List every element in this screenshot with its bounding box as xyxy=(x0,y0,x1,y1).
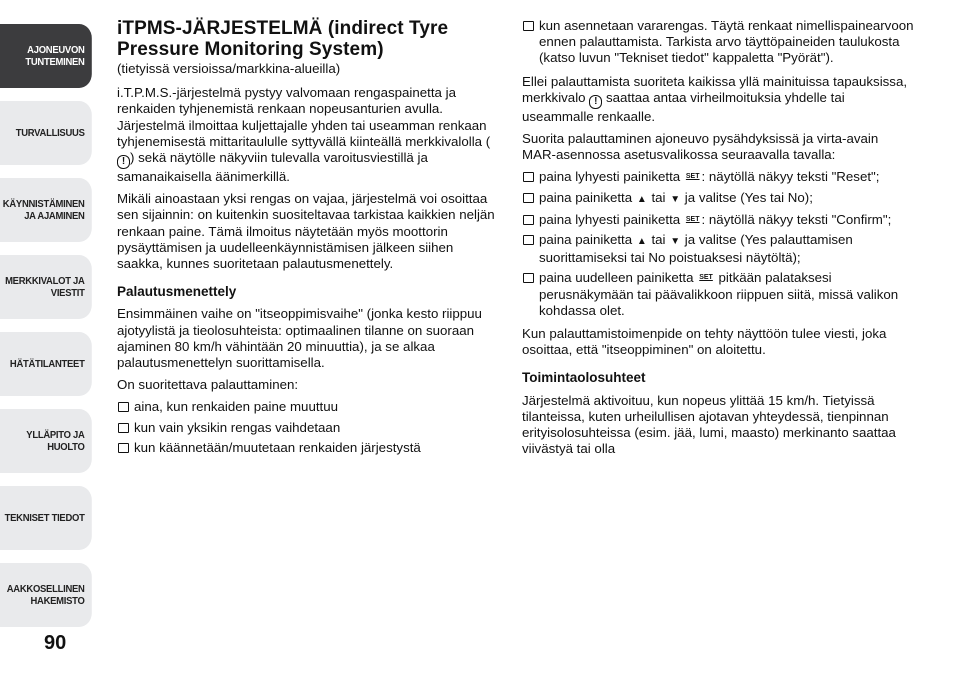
list-item: aina, kun renkaiden paine muuttuu xyxy=(117,399,502,415)
bullet-icon xyxy=(523,235,534,245)
section-title: iTPMS-JÄRJESTELMÄ (indirect Tyre Pressure Monitoring System) xyxy=(117,18,449,60)
tab-hakemisto[interactable]: AAKKOSELLINEN HAKEMISTO xyxy=(0,563,92,627)
set-button-icon: SET xyxy=(685,173,700,181)
section-subtitle: (tietyissä versioissa/markkina-alueilla) xyxy=(117,61,341,76)
reset-when-paragraph: On suoritettava palauttaminen: xyxy=(117,377,299,393)
bullet-icon xyxy=(523,273,534,283)
reset-when-list xyxy=(117,399,502,456)
tab-merkkivalot[interactable]: MERKKIVALOT JA VIESTIT xyxy=(0,255,92,319)
conditions-heading: Toimintaolosuhteet xyxy=(522,370,646,386)
bullet-icon xyxy=(523,172,534,182)
bullet-icon xyxy=(523,215,534,225)
list-item: paina lyhyesti painiketta SET : näytöllä näkyy teksti "Confirm"; xyxy=(522,212,914,228)
list-item: paina painiketta ▲ tai ▼ ja valitse (Yes palauttamisen suorittamiseksi tai No poistuaksesi näytöltä); xyxy=(522,232,914,266)
procedure-intro: Suorita palauttaminen ajoneuvo pysähdyksissä ja virta-avain MAR-asennossa asetusvalikossa seuraavalla tavalla: xyxy=(522,131,879,163)
list-item: kun vain yksikin rengas vaihdetaan xyxy=(117,420,502,436)
list-item: paina painiketta ▲ tai ▼ ja valitse (Yes tai No); xyxy=(522,190,914,208)
left-column xyxy=(117,18,502,463)
tyre-warning-icon: ! xyxy=(117,155,130,169)
set-button-icon: SET xyxy=(699,274,713,282)
bullet-icon xyxy=(523,193,534,203)
list-item: paina lyhyesti painiketta SET : näytöllä näkyy teksti "Reset"; xyxy=(522,169,914,185)
tab-ajoneuvon-tunteminen[interactable]: AJONEUVON TUNTEMINEN xyxy=(0,24,92,88)
conditions-paragraph: Järjestelmä aktivoituu, kun nopeus ylittää 15 km/h. Tietyissä tilanteissa, kuten urheilullisen ajotavan yhteydessä, tienpinnan erityisolosuhteissa (esim. jää, lumi, maasto) merkinanto saattaa viivästyä tai olla xyxy=(522,392,896,457)
up-button-icon: ▲ xyxy=(636,236,647,248)
warning-paragraph: Ellei palauttamista suoriteta kaikissa yllä mainituissa tapauksissa, merkkivalo ! saattaa antaa virheilmoituksia yhdelle tai useammalle renkaalle. xyxy=(522,73,908,124)
tab-hatatilanteet[interactable]: HÄTÄTILANTEET xyxy=(0,332,92,396)
right-column xyxy=(522,18,914,463)
list-item: kun asennetaan vararengas. Täytä renkaat nimellispainearvoon ennen palauttamista. Tarkista arvo täyttöpaineiden taulukosta (katso luvun "Tekniset tiedot" kappaletta "Pyörät"). xyxy=(522,18,914,67)
list-item: kun käännetään/muutetaan renkaiden järjestystä xyxy=(117,440,502,456)
down-button-icon: ▼ xyxy=(670,193,681,205)
bullet-icon xyxy=(118,423,129,433)
down-button-icon: ▼ xyxy=(670,236,681,248)
reset-when-list-continued xyxy=(522,18,914,67)
tab-kaynnistaminen[interactable]: KÄYNNISTÄMINEN JA AJAMINEN xyxy=(0,178,92,242)
up-button-icon: ▲ xyxy=(636,193,647,205)
tab-yllapito[interactable]: YLLÄPITO JA HUOLTO xyxy=(0,409,92,473)
completion-paragraph: Kun palauttamistoimenpide on tehty näyttöön tulee viesti, joka osoittaa, että "itseoppiminen" on aloitettu. xyxy=(522,326,887,358)
page-number: 90 xyxy=(44,632,67,654)
procedure-steps xyxy=(522,169,914,319)
tab-tekniset-tiedot[interactable]: TEKNISET TIEDOT xyxy=(0,486,92,550)
bullet-icon xyxy=(523,21,534,31)
tyre-warning-icon: ! xyxy=(589,95,602,109)
tab-turvallisuus[interactable]: TURVALLISUUS xyxy=(0,101,92,165)
bullet-icon xyxy=(118,443,129,453)
intro-paragraph: i.T.P.M.S.-järjestelmä pystyy valvomaan rengaspainetta ja renkaiden tyhjenemistä renkaan nopeusanturien avulla. Järjestelmä ilmoittaa kuljettajalle yhden tai useamman renkaan tyhjenemisestä mittaritaululle syttyvällä kiinteällä merkkivalolla (! ) sekä näytölle näkyviin tulevalla varoitusviestillä ja samanaikaisella äänimerkillä. xyxy=(117,85,491,185)
set-button-icon: SET xyxy=(685,215,700,223)
bullet-icon xyxy=(118,402,129,412)
reset-heading: Palautusmenettely xyxy=(117,284,237,300)
list-item: paina uudelleen painiketta SET pitkään palataksesi perusnäkymään tai päävalikkoon riippuen siitä, missä valikon kohdassa olet. xyxy=(522,270,914,319)
single-tyre-paragraph: Mikäli ainoastaan yksi rengas on vajaa, järjestelmä voi osoittaa sen sijainnin: on kuitenkin suositeltavaa tarkistaa kaikkien neljän renkaan paine. Tämä ilmoitus näytetään myös moottorin pysäyttämisen ja uudelleenkäynnistämisen jälkeen siihen saakka, kunnes suoritetaan palautusmenettely. xyxy=(117,191,495,272)
reset-paragraph: Ensimmäinen vaihe on "itseoppimisvaihe" (jonka kesto riippuu ajotyylistä ja tieolosuhteista: optimaalinen tilanne on suoraan ajaminen 80 km/h vähintään 20 minuuttia), ja se alkaa palautusmenettelyn suorittamisella. xyxy=(117,306,482,371)
chapter-sidebar xyxy=(0,0,104,678)
